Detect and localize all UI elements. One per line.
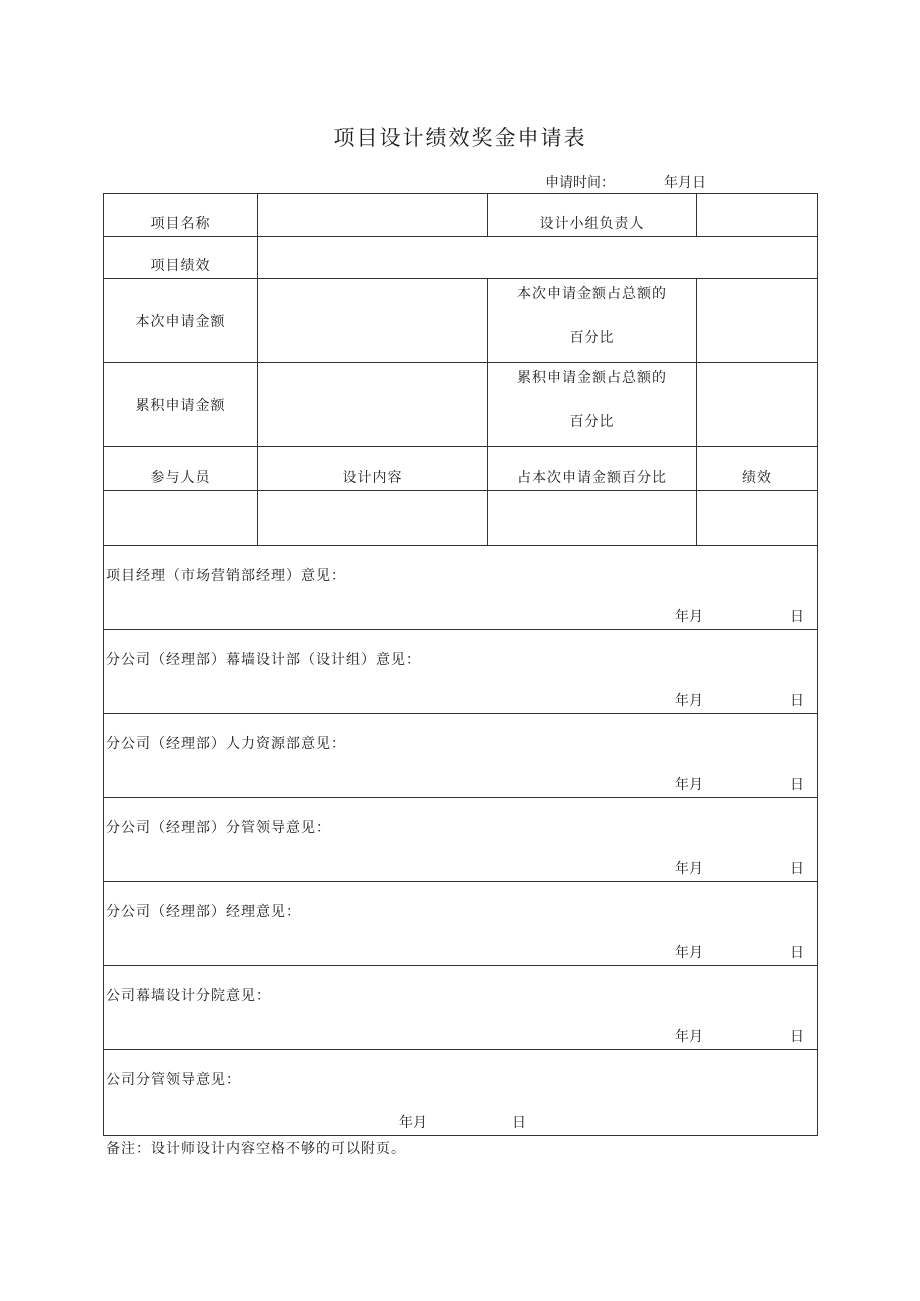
opinion-curtain-wall-design[interactable] bbox=[104, 630, 818, 714]
footer-note: 备注：设计师设计内容空格不够的可以附页。 bbox=[106, 1141, 406, 1157]
cumulative-amount-label: 累积申请金额 bbox=[104, 363, 258, 447]
team-leader-field[interactable] bbox=[697, 194, 818, 237]
opinion-label: 分公司（经理部）人力资源部意见： bbox=[106, 736, 346, 752]
opinion-year-month: 年月 bbox=[399, 1115, 427, 1131]
current-pct-field[interactable] bbox=[697, 279, 818, 363]
col-performance: 绩效 bbox=[697, 447, 818, 491]
opinion-label: 分公司（经理部）幕墙设计部（设计组）意见： bbox=[106, 652, 421, 668]
opinion-day: 日 bbox=[790, 861, 804, 877]
participant-field[interactable] bbox=[104, 491, 258, 546]
opinion-year-month: 年月 bbox=[675, 609, 703, 625]
opinion-day: 日 bbox=[512, 1115, 526, 1131]
current-pct-label-line1: 本次申请金额占总额的 bbox=[517, 286, 667, 302]
current-pct-label bbox=[488, 279, 697, 363]
project-performance-label: 项目绩效 bbox=[104, 237, 258, 279]
opinion-day: 日 bbox=[790, 693, 804, 709]
col-design-content: 设计内容 bbox=[258, 447, 488, 491]
performance-field[interactable] bbox=[697, 491, 818, 546]
opinion-day: 日 bbox=[790, 945, 804, 961]
cumulative-pct-label-line2: 百分比 bbox=[569, 414, 615, 430]
cumulative-pct-label-line1: 累积申请金额占总额的 bbox=[517, 370, 667, 386]
cumulative-pct-field[interactable] bbox=[697, 363, 818, 447]
opinion-label: 公司幕墙设计分院意见： bbox=[106, 988, 271, 1004]
opinion-label: 分公司（经理部）分管领导意见： bbox=[106, 820, 331, 836]
opinion-label: 项目经理（市场营销部经理）意见： bbox=[106, 568, 346, 584]
project-performance-field[interactable] bbox=[258, 237, 818, 279]
opinion-label: 分公司（经理部）经理意见： bbox=[106, 904, 301, 920]
project-name-field[interactable] bbox=[258, 194, 488, 237]
col-participants: 参与人员 bbox=[104, 447, 258, 491]
project-name-label: 项目名称 bbox=[104, 194, 258, 237]
form-title: 项目设计绩效奖金申请表 bbox=[333, 126, 587, 150]
opinion-day: 日 bbox=[790, 609, 804, 625]
opinion-year-month: 年月 bbox=[675, 861, 703, 877]
current-amount-label: 本次申请金额 bbox=[104, 279, 258, 363]
opinion-year-month: 年月 bbox=[675, 1029, 703, 1045]
opinion-branch-leader[interactable] bbox=[104, 798, 818, 882]
opinion-year-month: 年月 bbox=[675, 693, 703, 709]
opinion-year-month: 年月 bbox=[675, 945, 703, 961]
opinion-label: 公司分管领导意见： bbox=[106, 1072, 241, 1088]
opinion-hr[interactable] bbox=[104, 714, 818, 798]
cumulative-pct-label bbox=[488, 363, 697, 447]
opinion-day: 日 bbox=[790, 777, 804, 793]
opinion-company-leader[interactable] bbox=[104, 1050, 818, 1136]
opinion-design-institute[interactable] bbox=[104, 966, 818, 1050]
application-form-table bbox=[103, 193, 818, 1136]
apply-time-label: 申请时间： bbox=[545, 175, 615, 191]
team-leader-label: 设计小组负责人 bbox=[488, 194, 697, 237]
opinion-year-month: 年月 bbox=[675, 777, 703, 793]
current-amount-field[interactable] bbox=[258, 279, 488, 363]
opinion-project-manager[interactable] bbox=[104, 546, 818, 630]
opinion-day: 日 bbox=[790, 1029, 804, 1045]
pct-of-current-field[interactable] bbox=[488, 491, 697, 546]
current-pct-label-line2: 百分比 bbox=[569, 330, 615, 346]
design-content-field[interactable] bbox=[258, 491, 488, 546]
cumulative-amount-field[interactable] bbox=[258, 363, 488, 447]
col-pct-of-current: 占本次申请金额百分比 bbox=[488, 447, 697, 491]
apply-date: 年月日 bbox=[664, 175, 706, 191]
opinion-branch-manager[interactable] bbox=[104, 882, 818, 966]
